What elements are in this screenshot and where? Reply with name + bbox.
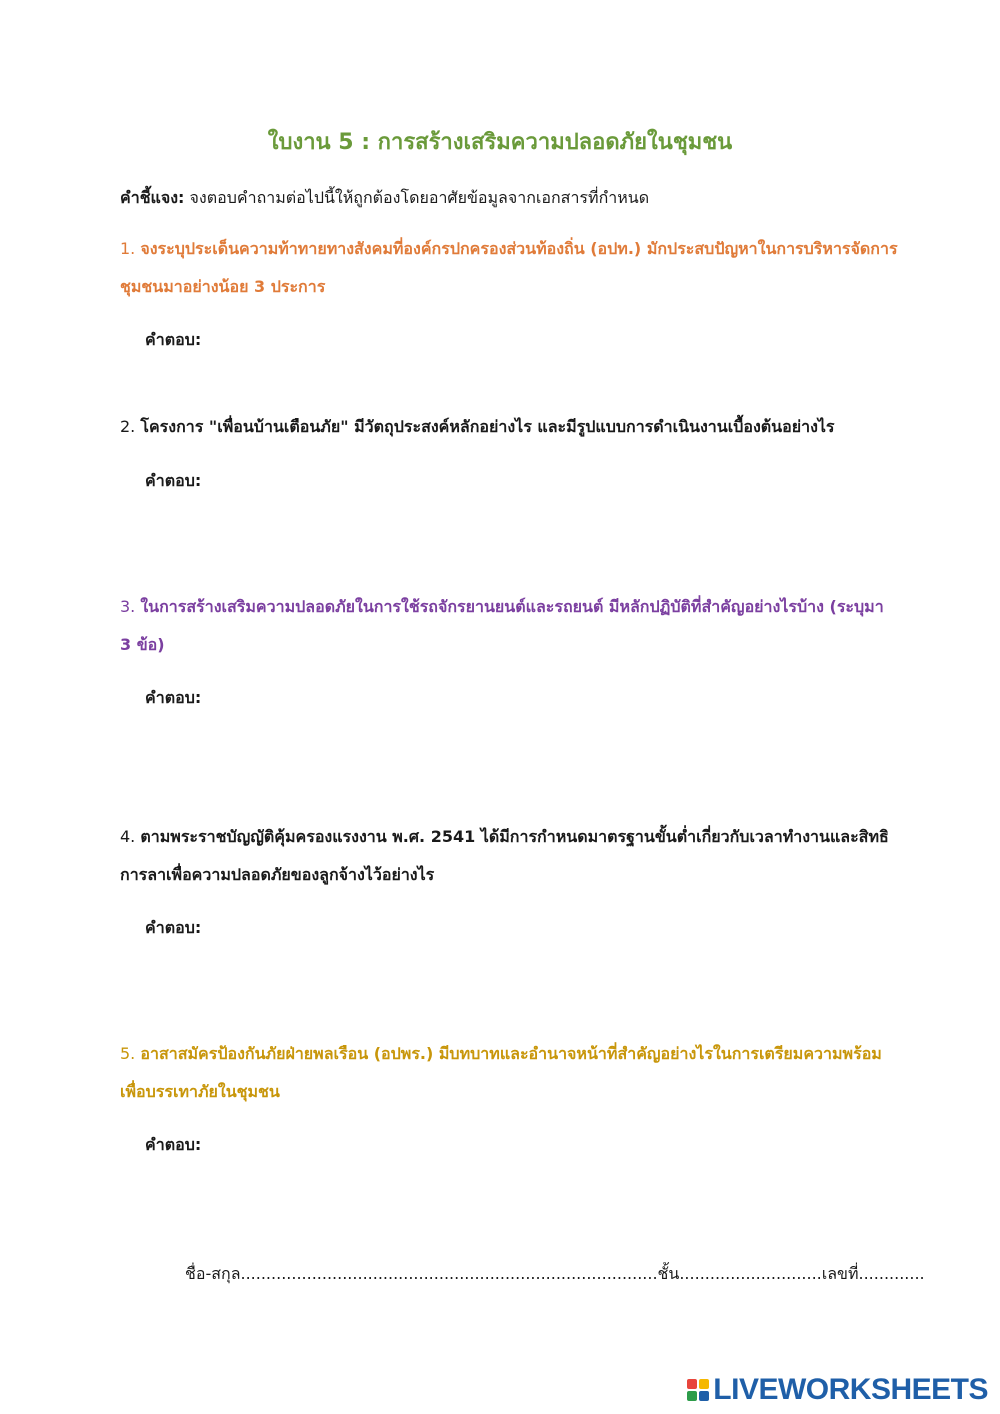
logo-mark-icon: [687, 1379, 709, 1401]
question-text: โครงการ "เพื่อนบ้านเตือนภัย" มีวัตถุประสงค์หลักอย่างไร และมีรูปแบบการดำเนินงานเบื้องต้นอย่างไร: [140, 417, 835, 436]
question-1: [120, 230, 900, 306]
instruction-text: จงตอบคำถามต่อไปนี้ให้ถูกต้องโดยอาศัยข้อมูลจากเอกสารที่กำหนด: [184, 188, 650, 207]
answer-label-4: คำตอบ:: [145, 918, 202, 937]
instruction-label: คำชี้แจง:: [120, 188, 185, 207]
question-3: [120, 588, 900, 664]
question-text: อาสาสมัครป้องกันภัยฝ่ายพลเรือน (อปพร.) มีบทบาทและอำนาจหน้าที่สำคัญอย่างไรในการเตรียมความพร้อมเพื่อบรรเทาภัยในชุมชน: [120, 1044, 882, 1101]
question-number: 3.: [120, 597, 141, 616]
worksheet-title: ใบงาน 5 : การสร้างเสริมความปลอดภัยในชุมชน: [267, 130, 733, 155]
student-info-line: ชื่อ-สกุล..................................................................................ชั้น............................เลขที่.............: [185, 1264, 925, 1283]
question-number: 1.: [120, 239, 141, 258]
question-4: [120, 818, 900, 894]
question-text: จงระบุประเด็นความท้าทายทางสังคมที่องค์กรปกครองส่วนท้องถิ่น (อปท.) มักประสบปัญหาในการบริหารจัดการชุมชนมาอย่างน้อย 3 ประการ: [120, 239, 898, 296]
question-text: ตามพระราชบัญญัติคุ้มครองแรงงาน พ.ศ. 2541 ได้มีการกำหนดมาตรฐานขั้นต่ำเกี่ยวกับเวลาทำงานและสิทธิการลาเพื่อความปลอดภัยของลูกจ้างไว้อย่างไร: [120, 827, 889, 884]
question-number: 4.: [120, 827, 141, 846]
liveworksheets-logo: [687, 1374, 988, 1406]
answer-label-1: คำตอบ:: [145, 330, 202, 349]
question-number: 5.: [120, 1044, 141, 1063]
answer-label-2: คำตอบ:: [145, 471, 202, 490]
answer-label-5: คำตอบ:: [145, 1135, 202, 1154]
instruction: [120, 186, 649, 211]
question-text: ในการสร้างเสริมความปลอดภัยในการใช้รถจักรยานยนต์และรถยนต์ มีหลักปฏิบัติที่สำคัญอย่างไรบ้าง (ระบุมา 3 ข้อ): [120, 597, 884, 654]
question-number: 2.: [120, 417, 141, 436]
question-2: [120, 408, 900, 446]
question-5: [120, 1035, 900, 1111]
logo-text: LIVEWORKSHEETS: [713, 1373, 988, 1406]
answer-label-3: คำตอบ:: [145, 688, 202, 707]
